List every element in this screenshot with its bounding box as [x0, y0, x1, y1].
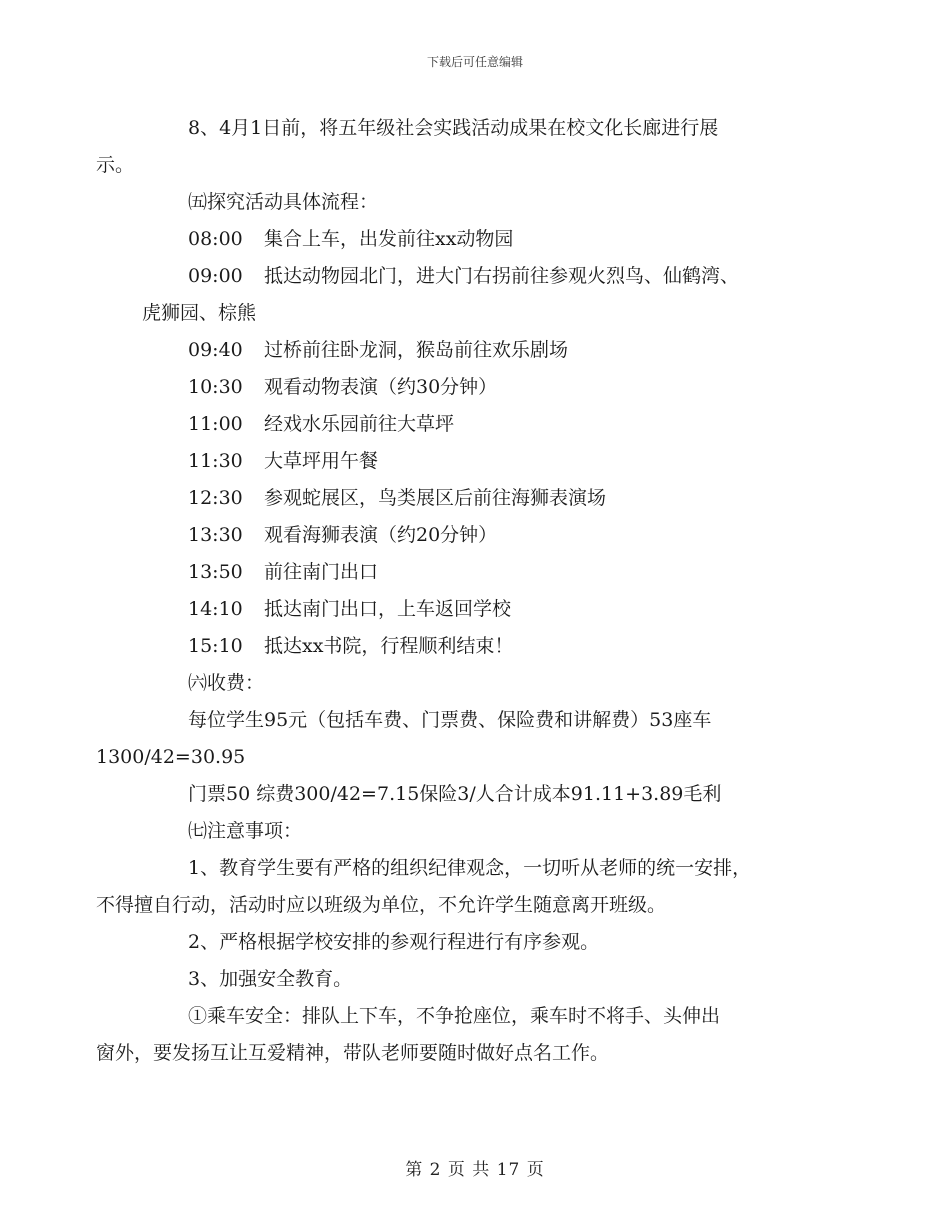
schedule-row — [142, 480, 812, 517]
schedule-time: 15:10 — [188, 635, 243, 657]
section-7-title: ㈦注意事项： — [188, 820, 303, 842]
schedule-row — [142, 591, 812, 628]
schedule-text: 集合上车，出发前往xx动物园 — [264, 228, 514, 250]
schedule-text: 前往南门出口 — [264, 561, 379, 583]
note-item-1-line1: 1、教育学生要有严格的组织纪律观念，一切听从老师的统一安排， — [188, 857, 752, 879]
schedule-text: 观看海狮表演（约20分钟） — [264, 524, 498, 546]
note-item-2: 2、严格根据学校安排的参观行程进行有序参观。 — [188, 931, 600, 953]
fees-cost-line: 门票50 综费300/42=7.15保险3/人合计成本91.11+3.89毛利 — [188, 783, 722, 805]
fees-line2: 1300/42=30.95 — [96, 746, 246, 768]
schedule-row — [142, 221, 812, 258]
section-6-title: ㈥收费： — [188, 672, 265, 694]
schedule-row — [142, 628, 812, 665]
schedule-text: 抵达南门出口，上车返回学校 — [264, 598, 512, 620]
schedule-text: 抵达动物园北门，进大门右拐前往参观火烈鸟、仙鹤湾、 — [264, 265, 740, 287]
schedule-text: 过桥前往卧龙洞，猴岛前往欢乐剧场 — [264, 339, 569, 361]
paragraph-item-8-line2: 示。 — [96, 154, 135, 176]
schedule-time: 13:30 — [188, 524, 243, 546]
note-item-4-line1: ①乘车安全：排队上下车，不争抢座位，乘车时不将手、头伸出 — [188, 1005, 721, 1027]
schedule-text: 抵达xx书院，行程顺利结束！ — [264, 635, 514, 657]
note-item-3: 3、加强安全教育。 — [188, 968, 353, 990]
note-item-1-line2: 不得擅自行动，活动时应以班级为单位，不允许学生随意离开班级。 — [96, 894, 667, 916]
document-body — [96, 110, 812, 1072]
schedule-time: 10:30 — [188, 376, 243, 398]
fees-paragraph — [96, 702, 812, 776]
schedule-row — [142, 443, 812, 480]
schedule-row — [142, 369, 812, 406]
schedule-time: 08:00 — [188, 228, 243, 250]
schedule-time: 11:30 — [188, 450, 243, 472]
paragraph-item-8-line1: 8、4月1日前，将五年级社会实践活动成果在校文化长廊进行展 — [188, 117, 719, 139]
schedule-time: 13:50 — [188, 561, 243, 583]
note-item-4-line2: 窗外，要发扬互让互爱精神，带队老师要随时做好点名工作。 — [96, 1042, 610, 1064]
section-5-title: ㈤探究活动具体流程： — [188, 191, 379, 213]
note-item-4 — [96, 998, 812, 1072]
schedule-text: 经戏水乐园前往大草坪 — [264, 413, 455, 435]
paragraph-item-8 — [96, 110, 812, 184]
schedule-text: 观看动物表演（约30分钟） — [264, 376, 498, 398]
schedule-time: 09:00 — [188, 265, 243, 287]
schedule-row — [142, 332, 812, 369]
schedule-row — [142, 554, 812, 591]
schedule-row — [142, 258, 812, 332]
note-item-1 — [96, 850, 812, 924]
schedule-time: 09:40 — [188, 339, 243, 361]
schedule-time: 12:30 — [188, 487, 243, 509]
schedule-text: 大草坪用午餐 — [264, 450, 379, 472]
schedule-time: 14:10 — [188, 598, 243, 620]
schedule-row — [142, 517, 812, 554]
page-header: 下载后可任意编辑 — [426, 55, 523, 69]
page-footer: 第 2 页 共 17 页 — [405, 1160, 545, 1180]
schedule-time: 11:00 — [188, 413, 243, 435]
fees-line1: 每位学生95元（包括车费、门票费、保险费和讲解费）53座车 — [188, 709, 712, 731]
schedule-row — [142, 406, 812, 443]
schedule-text: 参观蛇展区，鸟类展区后前往海狮表演场 — [264, 487, 607, 509]
schedule-text-continuation: 虎狮园、棕熊 — [142, 302, 257, 324]
